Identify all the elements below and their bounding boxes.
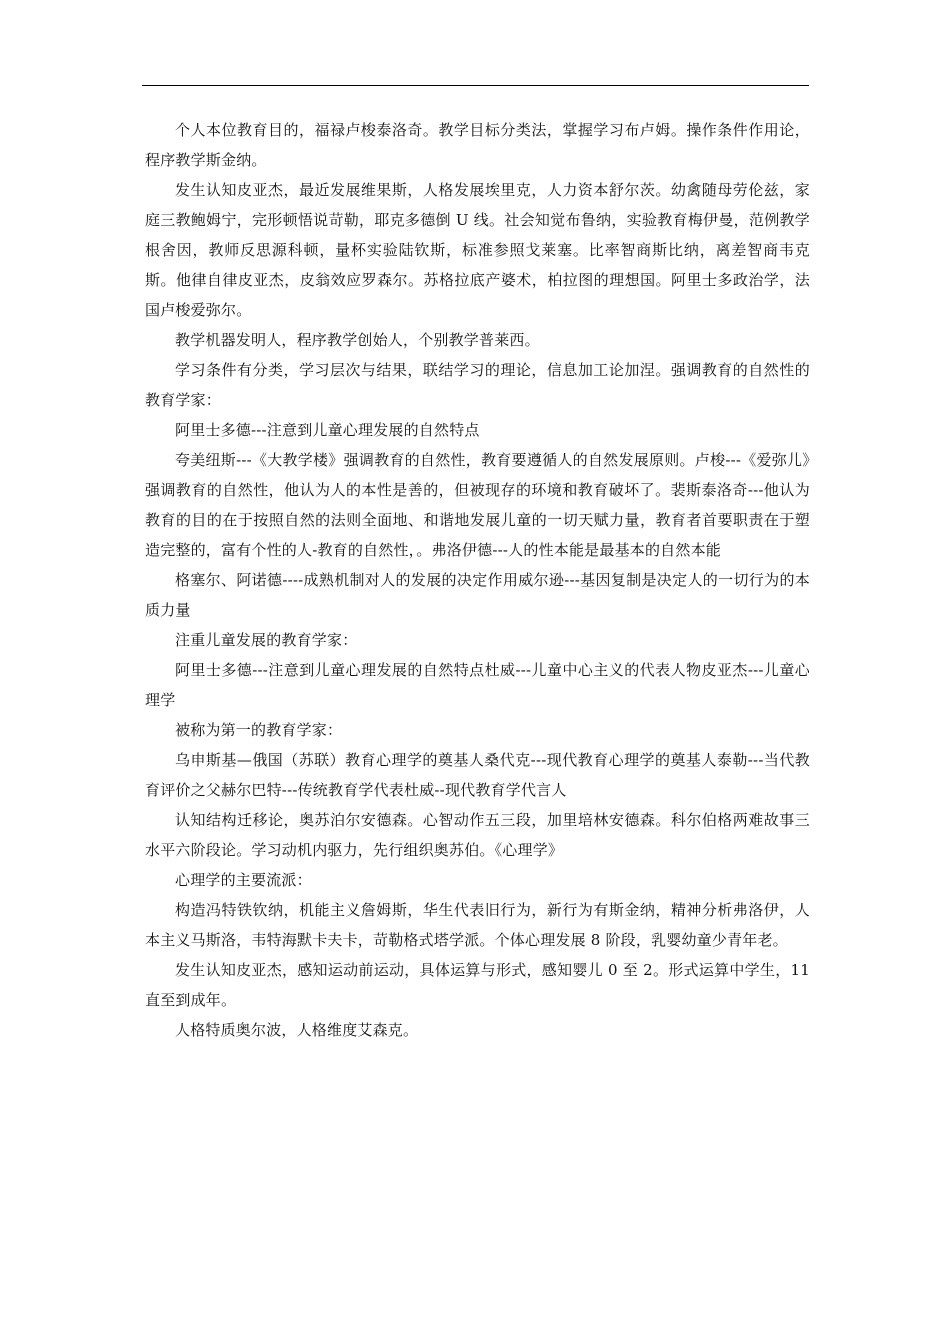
- paragraph-16: 人格特质奥尔波，人格维度艾森克。: [175, 1021, 419, 1039]
- paragraph-2: 发生认知皮亚杰，最近发展维果斯，人格发展埃里克，人力资本舒尔茨。幼禽随母劳伦兹，家庭三教鲍姆宁，完形顿悟说苛勒，耶克多德倒 U 线。社会知觉布鲁纳，实验教育梅伊曼，范例教学根舍因，教师反思源科顿，量杯实验陆钦斯，标准参照戈莱塞。比率智商斯比纳，离差智商韦克斯。他律自律皮亚杰，皮翁效应罗森尔。苏格拉底产婆术，柏拉图的理想国。阿里士多政治学，法国卢梭爱弥尔。: [145, 181, 810, 319]
- paragraph-5: 阿里士多德---注意到儿童心理发展的自然特点: [175, 421, 480, 439]
- paragraph-4: 学习条件有分类，学习层次与结果，联结学习的理论，信息加工论加涅。强调教育的自然性的教育学家：: [145, 361, 810, 409]
- paragraph-13: 心理学的主要流派：: [175, 871, 312, 889]
- paragraph-3: 教学机器发明人，程序教学创始人，个别教学普莱西。: [175, 331, 540, 349]
- paragraph-12: 认知结构迁移论，奥苏泊尔安德森。心智动作五三段，加里培林安德森。科尔伯格两难故事三水平六阶段论。学习动机内驱力，先行组织奥苏伯。《心理学》: [145, 811, 810, 859]
- paragraph-10: 被称为第一的教育学家：: [175, 721, 343, 739]
- paragraph-1: 个人本位教育目的，福禄卢梭泰洛奇。教学目标分类法，掌握学习布卢姆。操作条件作用论，程序教学斯金纳。: [145, 121, 810, 169]
- paragraph-14: 构造冯特铁钦纳，机能主义詹姆斯，华生代表旧行为，新行为有斯金纳，精神分析弗洛伊，人本主义马斯洛，韦特海默卡夫卡，苛勒格式塔学派。个体心理发展 8 阶段，乳婴幼童少青年老。: [145, 901, 810, 949]
- paragraph-8: 注重儿童发展的教育学家：: [175, 631, 358, 649]
- paragraph-6: 夸美纽斯---《大教学楼》强调教育的自然性，教育要遵循人的自然发展原则。卢梭---《爱弥儿》强调教育的自然性，他认为人的本性是善的，但被现存的环境和教育破坏了。裴斯泰洛奇---他认为教育的目的在于按照自然的法则全面地、和谐地发展儿童的一切天赋力量，教育者首要职责在于塑造完整的，富有个性的人-教育的自然性，。弗洛伊德---人的性本能是最基本的自然本能: [145, 451, 810, 559]
- document-body: [145, 115, 810, 1045]
- paragraph-9: 阿里士多德---注意到儿童心理发展的自然特点杜威---儿童中心主义的代表人物皮亚杰---儿童心理学: [145, 661, 810, 709]
- paragraph-15: 发生认知皮亚杰，感知运动前运动，具体运算与形式，感知婴儿 0 至 2。形式运算中学生，11 直至到成年。: [145, 961, 810, 1009]
- paragraph-11: 乌申斯基—俄国（苏联）教育心理学的奠基人桑代克---现代教育心理学的奠基人泰勒---当代教育评价之父赫尔巴特---传统教育学代表杜威--现代教育学代言人: [145, 751, 810, 799]
- header-rule: [142, 85, 809, 86]
- paragraph-7: 格塞尔、阿诺德----成熟机制对人的发展的决定作用威尔逊---基因复制是决定人的一切行为的本质力量: [145, 571, 810, 619]
